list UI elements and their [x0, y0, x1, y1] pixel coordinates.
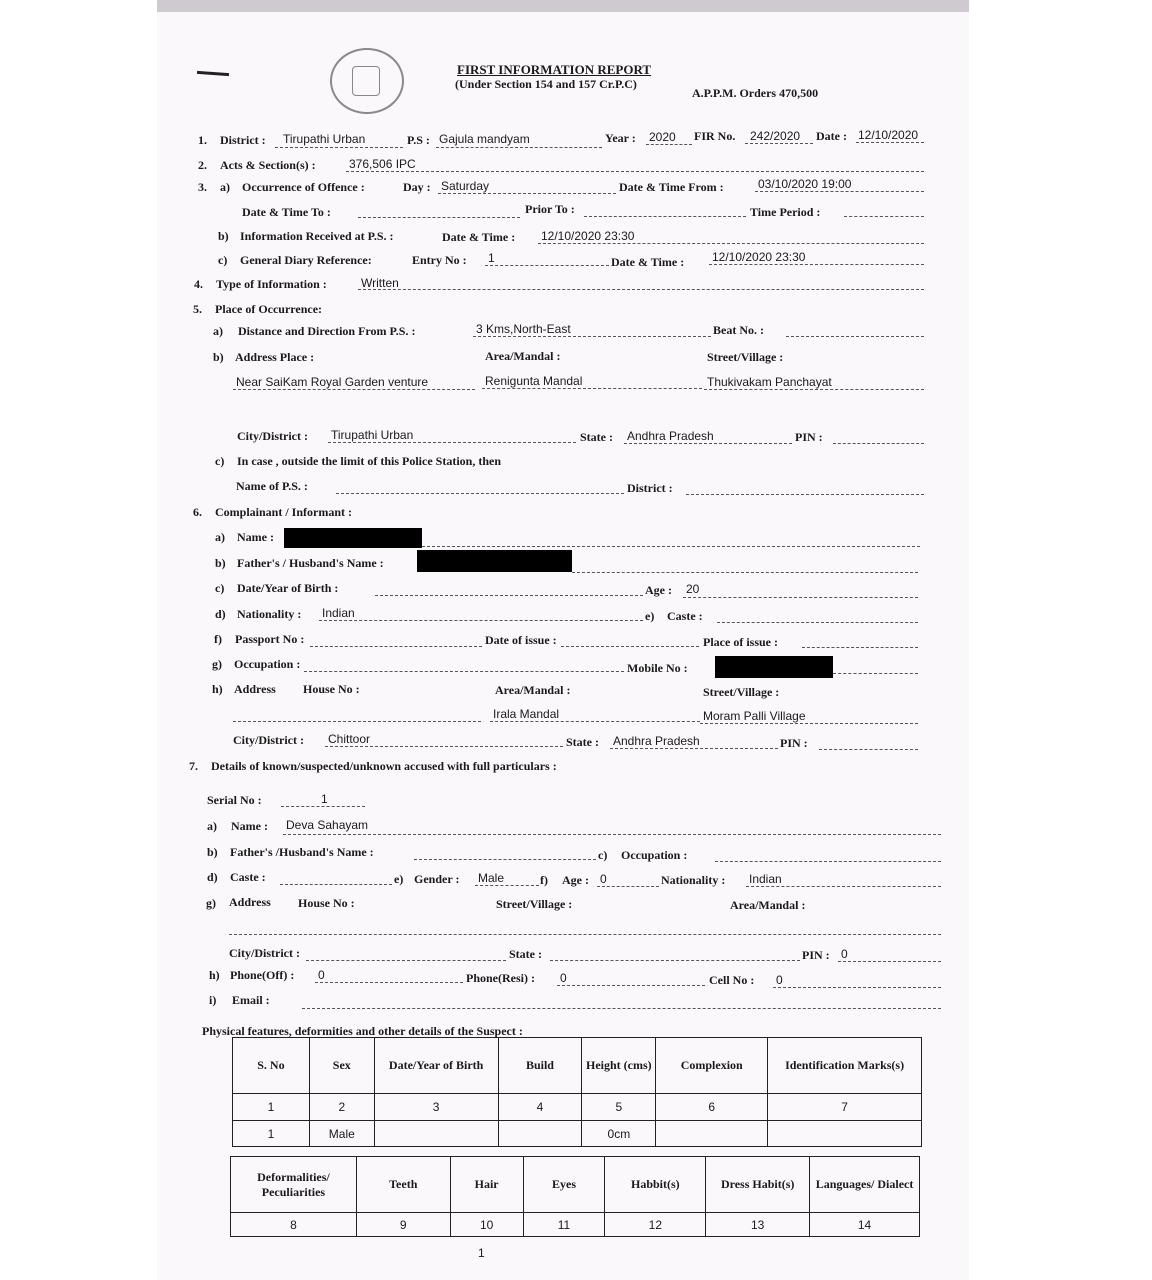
- accused-pin-value: 0: [841, 947, 848, 961]
- serial-no-value: 1: [321, 792, 328, 806]
- date-time-to-label: Date & Time To :: [242, 205, 331, 219]
- header-height: Height (cms): [582, 1038, 656, 1094]
- area-mandal2-label: Area/Mandal :: [495, 683, 571, 697]
- table-cell: 12: [605, 1213, 706, 1237]
- date-label: Date :: [816, 129, 847, 143]
- phone-resi-label: Phone(Resi) :: [466, 971, 535, 985]
- complainant-city-value: Chittoor: [328, 732, 371, 746]
- table-cell: 7: [768, 1094, 922, 1121]
- header-eyes: Eyes: [523, 1157, 605, 1213]
- type-info-value: Written: [361, 276, 399, 290]
- sub-item: a): [215, 530, 225, 544]
- sub-item: d): [207, 870, 218, 884]
- house-no-label: House No :: [303, 682, 360, 696]
- sub-item: e): [394, 872, 404, 886]
- accused-nationality-value: Indian: [749, 872, 782, 886]
- table-cell: [498, 1121, 582, 1147]
- item-number: 6.: [193, 505, 202, 519]
- occupation-label: Occupation :: [234, 657, 301, 671]
- nationality-label: Nationality :: [237, 607, 302, 621]
- table-cell: Male: [309, 1121, 374, 1147]
- table-row: [233, 1121, 922, 1147]
- header-hair: Hair: [450, 1157, 523, 1213]
- header-dress-habits: Dress Habit(s): [706, 1157, 810, 1213]
- header-teeth: Teeth: [356, 1157, 450, 1213]
- phone-off-label: Phone(Off) :: [230, 968, 295, 982]
- type-info-label: Type of Information :: [216, 277, 327, 291]
- pin-label: PIN :: [795, 430, 823, 444]
- time-period-label: Time Period :: [750, 205, 821, 219]
- table-cell: 1: [233, 1121, 310, 1147]
- complainant-street-value: Moram Palli Village: [703, 709, 806, 723]
- table-row: [233, 1094, 922, 1121]
- date-time-from-label: Date & Time From :: [619, 180, 724, 194]
- address-place-value: Near SaiKam Royal Garden venture: [236, 375, 429, 389]
- name-ps-label: Name of P.S. :: [236, 479, 308, 493]
- caste-label: Caste :: [667, 609, 703, 623]
- accused-street-label: Street/Village :: [496, 897, 573, 911]
- emblem-shield-icon: [352, 66, 380, 96]
- accused-age-label: Age :: [562, 873, 589, 887]
- date-time-from-value: 03/10/2020 19:00: [758, 177, 852, 191]
- info-date-time-value: 12/10/2020 23:30: [541, 229, 635, 243]
- sub-item: f): [214, 632, 222, 646]
- item-number: 5.: [193, 302, 202, 316]
- sub-item: a): [213, 324, 223, 338]
- year-value: 2020: [649, 130, 676, 144]
- accused-gender-value: Male: [478, 871, 505, 885]
- header-habbits: Habbit(s): [605, 1157, 706, 1213]
- mobile-label: Mobile No :: [627, 661, 688, 675]
- gd-date-time-label: Date & Time :: [611, 255, 685, 269]
- ps-value: Gajula mandyam: [439, 132, 530, 146]
- accused-details-label: Details of known/suspected/unknown accused with full particulars :: [211, 759, 557, 773]
- header-sex: Sex: [309, 1038, 374, 1094]
- address-place-label: Address Place :: [235, 350, 315, 364]
- sub-item: b): [213, 350, 224, 364]
- district-value: Tirupathi Urban: [283, 132, 366, 146]
- occurrence-label: Occurrence of Offence :: [242, 180, 365, 194]
- sub-item: h): [212, 682, 223, 696]
- sub-item: e): [645, 609, 655, 623]
- header-deformalities: Deformalities/ Peculiarities: [231, 1157, 357, 1213]
- acts-label: Acts & Section(s) :: [220, 158, 316, 172]
- header-complexion: Complexion: [656, 1038, 768, 1094]
- suspect-features-table-2: [230, 1156, 920, 1237]
- fir-number-value: 242/2020: [750, 129, 801, 143]
- sub-item: c): [218, 253, 228, 267]
- day-label: Day :: [403, 180, 431, 194]
- accused-nationality-label: Nationality :: [661, 873, 726, 887]
- sub-item: a): [207, 819, 217, 833]
- year-label: Year :: [605, 131, 636, 145]
- accused-name-label: Name :: [231, 819, 268, 833]
- item-number: 1.: [198, 133, 207, 147]
- item-number: 2.: [198, 158, 207, 172]
- sub-item: d): [215, 607, 226, 621]
- table-row: [231, 1213, 920, 1237]
- item-number: 3.: [198, 180, 207, 194]
- age-value: 20: [686, 582, 700, 596]
- table-cell: 5: [582, 1094, 656, 1121]
- header-build: Build: [498, 1038, 582, 1094]
- redacted-complainant-name: [284, 528, 422, 548]
- state2-label: State :: [566, 735, 599, 749]
- phone-resi-value: 0: [560, 971, 567, 985]
- gd-date-time-value: 12/10/2020 23:30: [712, 250, 806, 264]
- sub-item: h): [209, 968, 220, 982]
- item-number: 7.: [189, 759, 198, 773]
- sub-item: c): [215, 581, 225, 595]
- distance-label: Distance and Direction From P.S. :: [238, 324, 416, 338]
- accused-area-label: Area/Mandal :: [730, 898, 806, 912]
- gender-label: Gender :: [414, 872, 460, 886]
- complainant-name-label: Name :: [237, 530, 274, 544]
- accused-address-label: Address: [229, 895, 271, 909]
- accused-father-label: Father's /Husband's Name :: [230, 845, 374, 859]
- father-name-label: Father's / Husband's Name :: [237, 556, 384, 570]
- street-village-label: Street/Village :: [707, 350, 784, 364]
- complainant-label: Complainant / Informant :: [215, 505, 353, 519]
- table-cell: 14: [810, 1213, 920, 1237]
- sub-item: b): [215, 556, 226, 570]
- city-district-label: City/District :: [237, 429, 308, 443]
- outside-limit-label: In case , outside the limit of this Police Station, then: [237, 454, 501, 468]
- nationality-value: Indian: [322, 606, 355, 620]
- sub-item: g): [212, 657, 222, 671]
- date-value: 12/10/2020: [858, 128, 919, 142]
- table-cell: 13: [706, 1213, 810, 1237]
- accused-pin-label: PIN :: [802, 948, 830, 962]
- sub-item: c): [598, 848, 608, 862]
- table-cell: 3: [374, 1094, 498, 1121]
- dob-label: Date/Year of Birth :: [237, 581, 339, 595]
- pin2-label: PIN :: [780, 736, 808, 750]
- gd-reference-label: General Diary Reference:: [240, 253, 372, 267]
- header-identification: Identification Marks(s): [768, 1038, 922, 1094]
- acts-value: 376,506 IPC: [349, 157, 416, 171]
- sub-item: b): [207, 845, 218, 859]
- complainant-state-value: Andhra Pradesh: [613, 734, 700, 748]
- sub-item: g): [206, 896, 216, 910]
- sub-item: a): [220, 180, 230, 194]
- ps-label: P.S :: [407, 133, 430, 147]
- redacted-father-name: [417, 550, 572, 572]
- sub-item: c): [215, 454, 225, 468]
- accused-occupation-label: Occupation :: [621, 848, 688, 862]
- place-occurrence-label: Place of Occurrence:: [215, 302, 323, 316]
- street-village-value: Thukivakam Panchayat: [707, 375, 832, 389]
- phone-off-value: 0: [318, 968, 325, 982]
- street-village2-label: Street/Village :: [703, 685, 780, 699]
- age-label: Age :: [645, 583, 672, 597]
- date-issue-label: Date of issue :: [485, 633, 557, 647]
- accused-state-label: State :: [509, 947, 542, 961]
- table-header-row: [231, 1157, 920, 1213]
- orders-reference: A.P.P.M. Orders 470,500: [692, 86, 819, 100]
- sub-item: f): [540, 873, 548, 887]
- report-title: FIRST INFORMATION REPORT: [457, 62, 652, 77]
- redacted-mobile-number: [715, 656, 833, 678]
- table-cell: 9: [356, 1213, 450, 1237]
- table-cell: [656, 1121, 768, 1147]
- table-cell: 1: [233, 1094, 310, 1121]
- accused-city-label: City/District :: [229, 946, 300, 960]
- table-cell: 0cm: [582, 1121, 656, 1147]
- distance-value: 3 Kms,North-East: [476, 322, 571, 336]
- header-languages: Languages/ Dialect: [810, 1157, 920, 1213]
- table-cell: 11: [523, 1213, 605, 1237]
- item-number: 4.: [194, 277, 203, 291]
- accused-age-value: 0: [600, 872, 607, 886]
- sub-item: i): [209, 993, 217, 1007]
- passport-label: Passport No :: [235, 632, 305, 646]
- cell-no-value: 0: [776, 973, 783, 987]
- sub-item: b): [218, 229, 229, 243]
- email-label: Email :: [232, 993, 270, 1007]
- date-time-label: Date & Time :: [442, 230, 516, 244]
- area-mandal-value: Renigunta Mandal: [485, 374, 583, 388]
- district2-label: District :: [627, 481, 673, 495]
- beat-no-label: Beat No. :: [713, 323, 764, 337]
- prior-to-label: Prior To :: [525, 202, 575, 216]
- table-header-row: [233, 1038, 922, 1094]
- serial-no-label: Serial No :: [207, 793, 262, 807]
- address-label: Address: [234, 682, 276, 696]
- table-cell: 4: [498, 1094, 582, 1121]
- report-subtitle: (Under Section 154 and 157 Cr.P.C): [455, 77, 637, 91]
- table-cell: [374, 1121, 498, 1147]
- accused-caste-label: Caste :: [230, 870, 266, 884]
- state-value: Andhra Pradesh: [627, 429, 714, 443]
- header-sno: S. No: [233, 1038, 310, 1094]
- info-received-label: Information Received at P.S. :: [240, 229, 394, 243]
- header-dob: Date/Year of Birth: [374, 1038, 498, 1094]
- physical-features-label: Physical features, deformities and other details of the Suspect :: [202, 1024, 523, 1038]
- table-cell: 2: [309, 1094, 374, 1121]
- entry-no-value: 1: [488, 251, 495, 265]
- city-district-value: Tirupathi Urban: [331, 428, 414, 442]
- fir-number-label: FIR No.: [694, 129, 736, 143]
- cell-no-label: Cell No :: [709, 973, 755, 987]
- day-value: Saturday: [441, 179, 490, 193]
- page-number: 1: [478, 1246, 485, 1260]
- area-mandal-label: Area/Mandal :: [485, 349, 561, 363]
- entry-no-label: Entry No :: [412, 253, 467, 267]
- accused-house-no-label: House No :: [298, 896, 355, 910]
- city-district2-label: City/District :: [233, 733, 304, 747]
- accused-name-value: Deva Sahayam: [286, 818, 369, 832]
- table-cell: 6: [656, 1094, 768, 1121]
- complainant-area-value: Irala Mandal: [493, 707, 560, 721]
- table-cell: [768, 1121, 922, 1147]
- table-cell: 10: [450, 1213, 523, 1237]
- suspect-features-table-1: [232, 1037, 922, 1147]
- place-issue-label: Place of issue :: [703, 635, 778, 649]
- district-label: District :: [220, 133, 266, 147]
- table-cell: 8: [231, 1213, 357, 1237]
- state-label: State :: [580, 430, 613, 444]
